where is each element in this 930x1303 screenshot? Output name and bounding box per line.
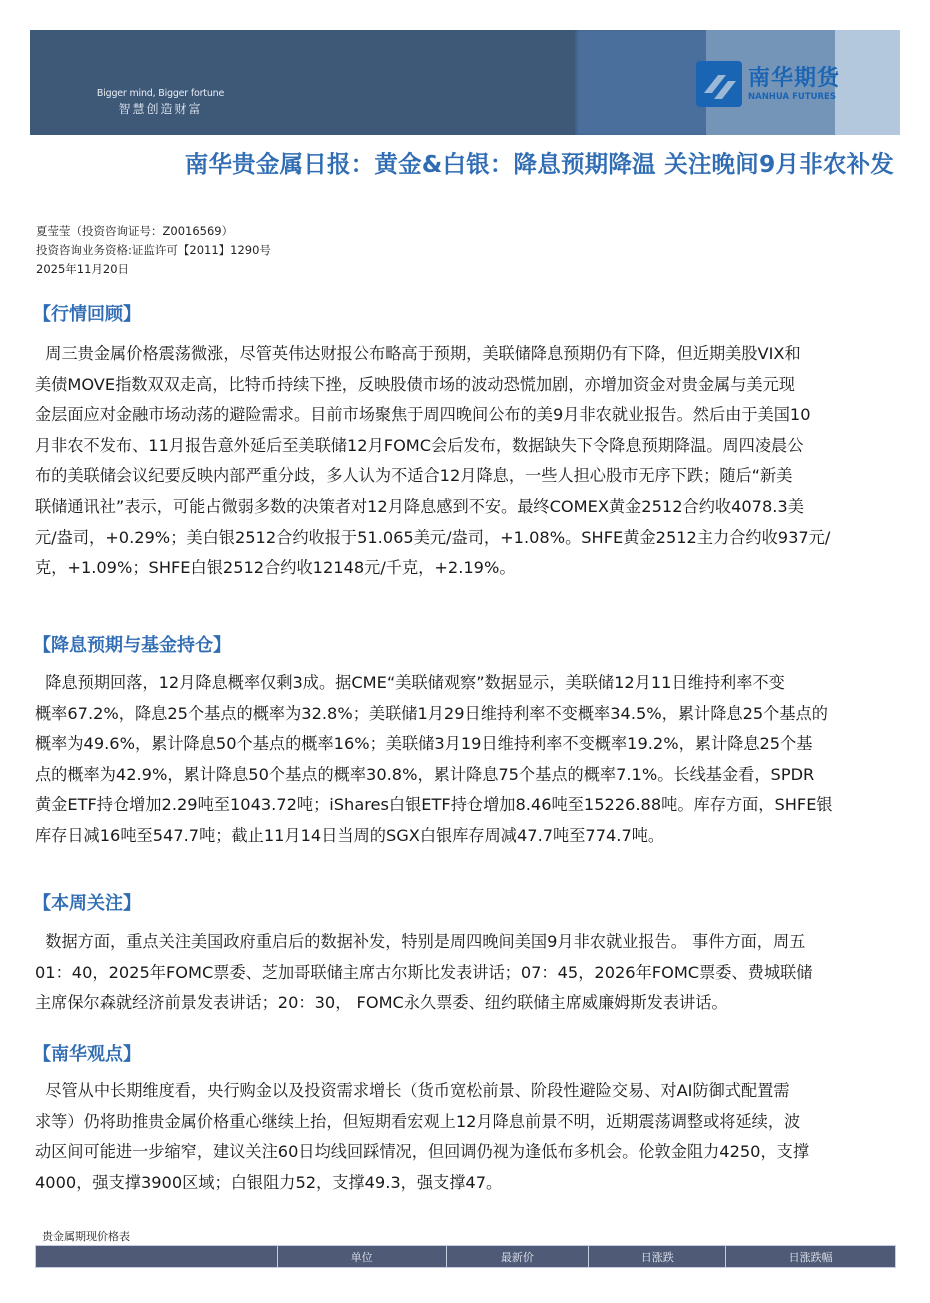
section-heading-nanhua-view: 【南华观点】 [33,1044,141,1065]
text-line: 动区间可能进一步缩窄，建议关注60日均线回踩情况，但回调仍视为逢低布多机会。伦敦金阻力4250，支撑 [35,1142,810,1162]
section-body-rate-expectations [35,668,897,852]
logo-english-name: NANHUA FUTURES [748,91,836,102]
text-line: 周三贵金属价格震荡微涨，尽管英伟达财报公布略高于预期，美联储降息预期仍有下降，但近期美股VIX和 [35,344,801,363]
logo-chinese-name: 南华期货 [748,65,841,91]
text-line: 克，+1.09%；SHFE白银2512合约收12148元/千克，+2.19%。 [35,558,516,578]
banner-band-lightest [835,30,900,135]
section-body-nanhua-view [35,1076,897,1198]
author-info: 夏莹莹（投资咨询证号：Z0016569） [36,224,234,238]
license-info: 投资咨询业务资格:证监许可【2011】1290号 [36,243,271,257]
report-meta [36,222,271,279]
section-body-weekly-focus [35,927,897,1019]
price-table-caption: 贵金属期现价格表 [42,1230,130,1243]
section-heading-rate-expectations: 【降息预期与基金持仓】 [33,635,231,656]
column-header-daily-change: 日涨跌 [589,1246,726,1268]
text-line: 4000，强支撑3900区域；白银阻力52，支撑49.3，强支撑47。 [35,1172,503,1192]
column-header-name [36,1246,278,1268]
text-line: 美债MOVE指数双双走高，比特币持续下挫，反映股债市场的波动恐慌加剧，亦增加资金对贵金属与美元现 [35,374,795,394]
text-line: 求等）仍将助推贵金属价格重心继续上抬，但短期看宏观上12月降息前景不明，近期震荡调整或将延续，波 [35,1111,801,1131]
section-body-market-review [35,339,897,584]
text-line: 01：40，2025年FOMC票委、芝加哥联储主席古尔斯比发表讲话；07：45，2026年FOMC票委、费城联储 [35,962,813,982]
column-header-latest-price: 最新价 [446,1246,589,1268]
price-table [35,1245,896,1268]
text-line: 联储通讯社”表示，可能占微弱多数的决策者对12月降息感到不安。最终COMEX黄金2512合约收4078.3美 [35,496,804,516]
text-line: 概率为49.6%，累计降息50个基点的概率16%；美联储3月19日维持利率不变概率19.2%，累计降息25个基 [35,734,813,754]
report-title: 南华贵金属日报：黄金&白银：降息预期降温 关注晚间9月非农补发 [184,150,894,178]
text-line: 概率67.2%，降息25个基点的概率为32.8%；美联储1月29日维持利率不变概率34.5%，累计降息25个基点的 [35,703,828,723]
column-header-daily-change-pct: 日涨跌幅 [726,1246,896,1268]
text-line: 元/盎司，+0.29%；美白银2512合约收报于51.065美元/盎司，+1.08%。SHFE黄金2512主力合约收937元/ [35,527,831,547]
text-line: 降息预期回落，12月降息概率仅剩3成。据CME“美联储观察”数据显示，美联储12月11日维持利率不变 [35,673,785,692]
text-line: 尽管从中长期维度看，央行购金以及投资需求增长（货币宽松前景、阶段性避险交易、对AI防御式配置需 [35,1081,790,1100]
column-header-unit: 单位 [277,1246,446,1268]
company-logo [696,61,840,107]
section-heading-weekly-focus: 【本周关注】 [33,893,141,914]
text-line: 数据方面，重点关注美国政府重启后的数据补发，特别是周四晚间美国9月非农就业报告。 事件方面，周五 [35,932,806,951]
slogan-chinese: 智慧创造财富 [118,102,203,116]
text-line: 主席保尔森就经济前景发表讲话；20：30， FOMC永久票委、纽约联储主席威廉姆斯发表讲话。 [35,993,728,1013]
logo-mark-icon [696,61,742,107]
text-line: 库存日减16吨至547.7吨；截止11月14日当周的SGX白银库存周减47.7吨至774.7吨。 [35,825,665,845]
banner-band-mid [575,30,706,135]
report-date: 2025年11月20日 [36,262,130,276]
section-heading-market-review: 【行情回顾】 [33,304,141,325]
slogan [88,88,233,118]
text-line: 布的美联储会议纪要反映内部严重分歧，多人认为不适合12月降息，一些人担心股市无序下跌；随后“新美 [35,466,793,486]
text-line: 黄金ETF持仓增加2.29吨至1043.72吨；iShares白银ETF持仓增加8.46吨至15226.88吨。库存方面，SHFE银 [35,795,833,815]
price-table-header-row [36,1246,896,1268]
text-line: 月非农不发布、11月报告意外延后至美联储12月FOMC会后发布，数据缺失下令降息预期降温。周四凌晨公 [35,435,804,455]
text-line: 点的概率为42.9%，累计降息50个基点的概率30.8%，累计降息75个基点的概率7.1%。长线基金看，SPDR [35,764,815,784]
banner-band-dark [30,30,575,135]
text-line: 金层面应对金融市场动荡的避险需求。目前市场聚焦于周四晚间公布的美9月非农就业报告。然后由于美国10 [35,405,811,425]
slogan-english: Bigger mind, Bigger fortune [96,88,225,99]
